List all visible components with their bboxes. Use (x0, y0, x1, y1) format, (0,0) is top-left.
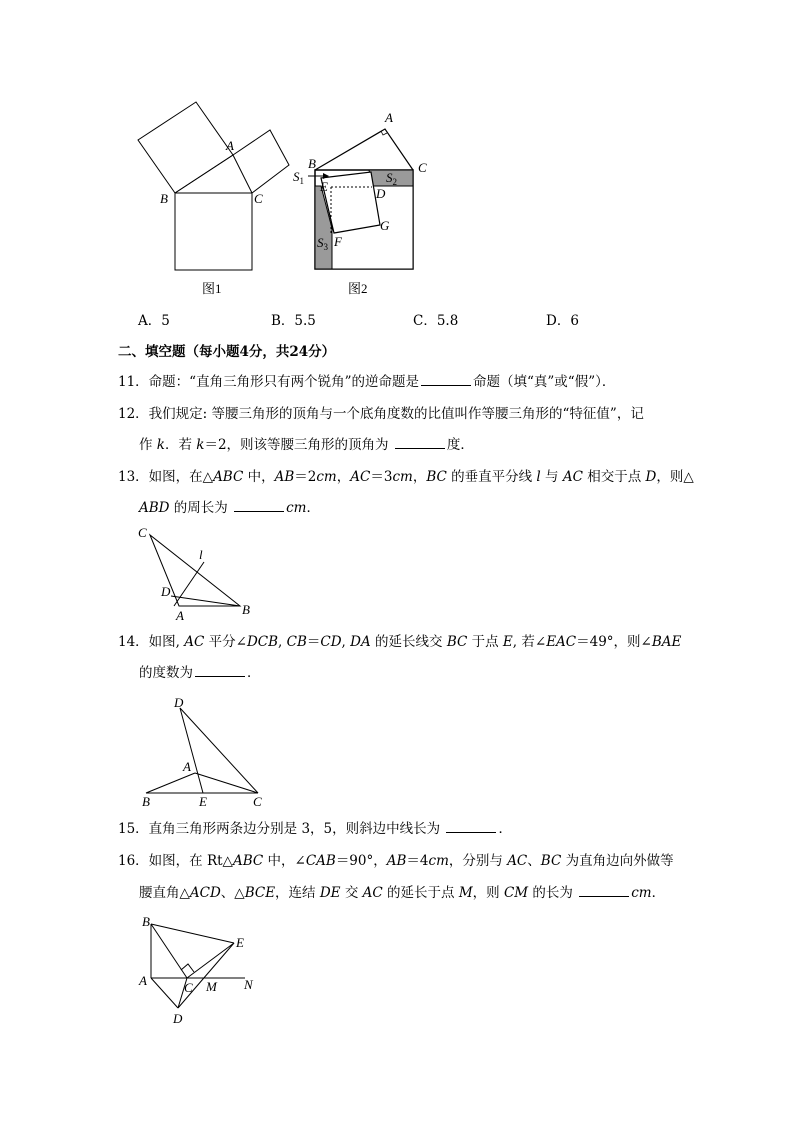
fig2-label-g: G (380, 218, 390, 233)
q14-label-b: B (142, 794, 150, 808)
q16-segment-ad (151, 978, 178, 1008)
q14-label-a: A (183, 759, 191, 774)
question-12-line2: 作 k．若 k＝2，则该等腰三角形的顶角为 度． (139, 437, 474, 453)
fig2-label-a: A (385, 110, 393, 125)
fig1-label-a: A (226, 138, 234, 153)
fig2-label-c: C (418, 160, 427, 175)
fig1-caption: 图1 (202, 281, 222, 296)
q16-label-b: B (142, 914, 150, 929)
q14-figure (136, 693, 276, 808)
q13-label-a: A (176, 608, 184, 623)
q16-label-c: C (184, 980, 193, 995)
question-14-line2: 的度数为 ． (139, 665, 261, 681)
top-figures (120, 100, 440, 305)
question-11 (118, 373, 615, 391)
question-14-line1: 14．如图, AC 平分∠DCB, CB＝CD, DA 的延长线交 BC 于点 E, 若∠EAC＝49°，则∠BAE (118, 634, 682, 650)
question-12-line1: 12．我们规定: 等腰三角形的顶角与一个底角度数的比值叫作等腰三角形的“特征值”，记 (118, 406, 644, 422)
fig2-label-s2: $S_2$ (386, 170, 397, 187)
q16-label-a: A (139, 973, 147, 988)
q13-label-d: D (161, 584, 171, 599)
q14-label-d: D (174, 695, 184, 710)
q16-figure (134, 908, 274, 1030)
question-13-line1: 13．如图，在△ABC 中，AB＝2cm，AC＝3cm，BC 的垂直平分线 l 与 AC 相交于点 D，则△ (118, 469, 694, 485)
q13-label-c: C (138, 525, 147, 540)
fig2-label-s3: $S_3$ (317, 235, 328, 252)
q16-right-angle (181, 964, 194, 972)
q14-label-c: C (253, 794, 262, 808)
question-13-line2: ABD 的周长为 cm． (139, 500, 320, 516)
q16-label-m: M (206, 979, 217, 994)
q12-answer-blank[interactable] (395, 436, 445, 449)
question-16-line1: 16．如图，在 Rt△ABC 中，∠CAB＝90°，AB＝4cm，分别与 AC、BC 为直角边向外做等 (118, 853, 674, 869)
q13-figure (132, 520, 262, 625)
q16-segment-ce (187, 943, 234, 978)
fig2-label-f: F (334, 234, 342, 249)
q16-label-n: N (244, 977, 253, 992)
q13-answer-blank[interactable] (234, 499, 284, 512)
option-d: D．6 (546, 313, 579, 329)
fig2-label-d: D (376, 186, 386, 201)
fig1-square-ac (233, 130, 289, 193)
fig2-triangle (315, 129, 413, 170)
fig2-label-s1: $S_1$ (293, 169, 304, 186)
fig2-label-b: B (308, 156, 316, 171)
question-15: 15．直角三角形两条边分别是 3，5，则斜边中线长为 ． (118, 821, 512, 837)
q11-text-a: 11．命题：“直角三角形只有两个锐角”的逆命题是 (118, 374, 419, 390)
q14-label-e: E (199, 794, 207, 808)
fig2-caption: 图2 (348, 281, 368, 296)
section-title: 二、填空题（每小题4分，共24分） (118, 344, 336, 360)
q13-label-b: B (242, 602, 250, 617)
q16-label-d: D (173, 1011, 183, 1026)
fig1-label-b: B (160, 191, 168, 206)
q14-answer-blank[interactable] (195, 664, 245, 677)
option-c: C．5.8 (413, 313, 459, 329)
fig1-square-bc (175, 193, 252, 270)
q16-answer-blank[interactable] (579, 884, 629, 897)
q13-line-l (174, 562, 204, 606)
fig1-label-c: C (254, 191, 263, 206)
q15-answer-blank[interactable] (446, 820, 496, 833)
q16-segment-de (178, 943, 234, 1008)
q13-label-l: l (199, 547, 203, 562)
figure-1 (138, 102, 289, 270)
q16-label-e: E (236, 935, 244, 950)
q16-segment-be (151, 924, 234, 943)
fig1-square-ab (138, 102, 233, 193)
fig2-label-e: E (320, 179, 328, 194)
option-a: A．5 (138, 313, 170, 329)
q11-text-b: 命题（填“真”或“假”）． (472, 374, 616, 390)
q11-answer-blank[interactable] (421, 373, 471, 386)
fig1-triangle-side (175, 155, 233, 193)
option-b: B．5.5 (271, 313, 316, 329)
q14-segment-ba (146, 773, 195, 793)
question-16-line2: 腰直角△ACD、△BCE，连结 DE 交 AC 的延长于点 M，则 CM 的长为 cm． (139, 885, 666, 901)
